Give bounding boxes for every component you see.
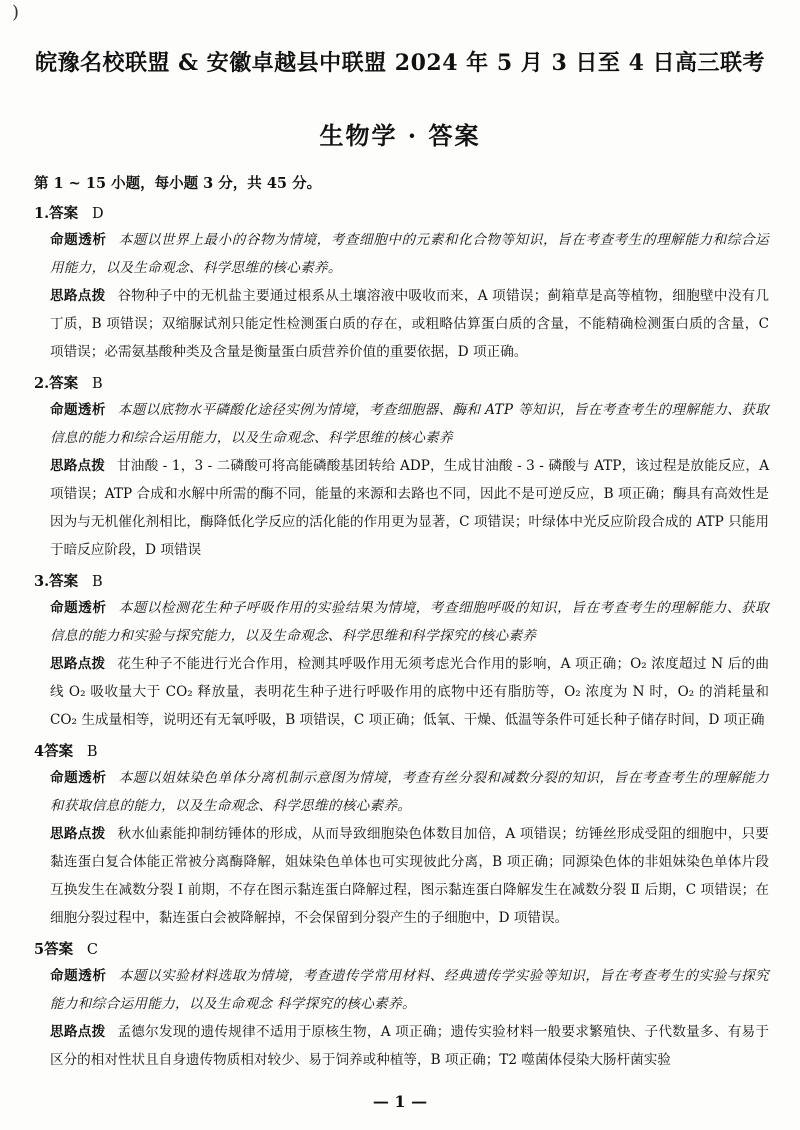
tips-label: 思路点拨 bbox=[50, 1024, 106, 1040]
tips-text: 谷物种子中的无机盐主要通过根系从土壤溶液中吸收而来，A 项错误；蓟箱草是高等植物，细胞壁中没有几丁质，B 项错误；双缩脲试剂只能定性检测蛋白质的存在，或粗略估算蛋白质的含量，不能精确检测蛋白质的含量，C 项错误；必需氨基酸种类及含量是衡量蛋白质营养价值的重要依据，D 项正确。 bbox=[50, 288, 770, 360]
tips-label: 思路点拨 bbox=[50, 656, 106, 672]
tips-paragraph bbox=[34, 1018, 769, 1074]
question-number: 5 bbox=[34, 941, 45, 958]
tips-paragraph bbox=[34, 282, 769, 366]
question-number: 3. bbox=[34, 573, 50, 590]
analysis-paragraph bbox=[34, 764, 769, 820]
tips-paragraph bbox=[34, 650, 769, 734]
tips-paragraph bbox=[34, 820, 769, 932]
question-list bbox=[34, 202, 769, 1074]
analysis-text: 本题以姐妹染色单体分离机制示意图为情境，考查有丝分裂和减数分裂的知识，旨在考查考生的理解能力和获取信息的能力，以及生命观念、科学思维的核心素养。 bbox=[50, 770, 770, 814]
answer-label: 答案 bbox=[49, 205, 79, 222]
analysis-paragraph bbox=[34, 962, 769, 1018]
question-block bbox=[34, 372, 769, 564]
answer-label: 答案 bbox=[44, 941, 74, 958]
answer-label: 答案 bbox=[44, 743, 74, 760]
question-block bbox=[34, 202, 769, 366]
answer-label: 答案 bbox=[49, 375, 79, 392]
tips-label: 思路点拨 bbox=[50, 288, 106, 304]
question-number: 2. bbox=[34, 375, 50, 392]
tips-text: 花生种子不能进行光合作用，检测其呼吸作用无须考虑光合作用的影响，A 项正确；O₂ 浓度超过 N 后的曲线 O₂ 吸收量大于 CO₂ 释放量，表明花生种子进行呼吸作用的底物中还有脂肪等，O₂ 浓度为 N 时，O₂ 的消耗量和 CO₂ 生成量相等，说明还有无氧呼吸，B 项错误，C 项正确；低氧、干燥、低温等条件可延长种子储存时间，D 项正确 bbox=[50, 656, 770, 728]
question-number: 1. bbox=[34, 205, 50, 222]
analysis-label: 命题透析 bbox=[50, 402, 106, 418]
analysis-label: 命题透析 bbox=[50, 968, 107, 984]
analysis-text: 本题以底物水平磷酸化途径实例为情境，考查细胞器、酶和 ATP 等知识，旨在考查考生的理解能力、获取信息的能力和综合运用能力，以及生命观念、科学思维的核心素养 bbox=[50, 402, 769, 446]
answer-value: C bbox=[86, 942, 99, 958]
answer-content bbox=[34, 172, 769, 1074]
corner-mark: ) bbox=[12, 2, 20, 23]
answer-value: B bbox=[86, 744, 98, 760]
tips-text: 甘油酸 - 1，3 - 二磷酸可将高能磷酸基团转给 ADP，生成甘油酸 - 3 - 磷酸与 ATP，该过程是放能反应，A 项错误；ATP 合成和水解中所需的酶不同，能量的来源和去路也不同，因此不是可逆反应，B 项正确；酶具有高效性是因为与无机催化剂相比，酶降低化学反应的活化能的作用更为显著，C 项错误；叶绿体中光反应阶段合成的 ATP 只能用于暗反应阶段，D 项错误 bbox=[50, 458, 770, 558]
analysis-paragraph bbox=[34, 594, 769, 650]
question-block bbox=[34, 740, 769, 932]
question-block bbox=[34, 570, 769, 734]
analysis-paragraph bbox=[34, 226, 769, 282]
analysis-paragraph bbox=[34, 396, 769, 452]
question-number: 4 bbox=[34, 743, 45, 760]
question-answer-line bbox=[34, 938, 769, 962]
question-answer-line bbox=[34, 202, 769, 226]
page-number: — 1 — bbox=[372, 1092, 428, 1111]
question-answer-line bbox=[34, 570, 769, 594]
answer-value: D bbox=[91, 206, 104, 222]
tips-text: 秋水仙素能抑制纺锤体的形成，从而导致细胞染色体数目加倍，A 项错误；纺锤丝形成受阻的细胞中，只要黏连蛋白复合体能正常被分离酶降解，姐妹染色单体也可实现彼此分离，B 项正确；同源染色体的非姐妹染色单体片段互换发生在减数分裂 Ⅰ 前期，不存在图示黏连蛋白降解过程，图示黏连蛋白降解发生在减数分裂 Ⅱ 后期，C 项错误；在细胞分裂过程中，黏连蛋白会被降解掉，不会保留到分裂产生的子细胞中，D 项错误。 bbox=[50, 826, 770, 926]
analysis-text: 本题以检测花生种子呼吸作用的实验结果为情境，考查细胞呼吸的知识，旨在考查考生的理解能力、获取信息的能力和实验与探究能力，以及生命观念、科学思维和科学探究的核心素养 bbox=[50, 600, 770, 644]
tips-text: 孟德尔发现的遗传规律不适用于原核生物，A 项正确；遗传实验材料一般要求繁殖快、子代数量多、有易于区分的相对性状且自身遗传物质相对较少、易于饲养或种植等，B 项正确；T2 噬菌体侵染大肠杆菌实验 bbox=[50, 1024, 770, 1068]
tips-paragraph bbox=[34, 452, 769, 564]
analysis-label: 命题透析 bbox=[50, 770, 107, 786]
tips-label: 思路点拨 bbox=[50, 826, 106, 842]
analysis-label: 命题透析 bbox=[50, 600, 107, 616]
answer-value: B bbox=[91, 376, 103, 392]
analysis-text: 本题以实验材料选取为情境，考查遗传学常用材料、经典遗传学实验等知识，旨在考查考生的实验与探究能力和综合运用能力，以及生命观念 科学探究的核心素养。 bbox=[50, 968, 770, 1012]
page-title: 生物学 · 答案 bbox=[319, 121, 481, 150]
analysis-text: 本题以世界上最小的谷物为情境，考查细胞中的元素和化合物等知识，旨在考查考生的理解能力和综合运用能力，以及生命观念、科学思维的核心素养。 bbox=[50, 232, 770, 276]
answer-label: 答案 bbox=[49, 573, 79, 590]
analysis-label: 命题透析 bbox=[50, 232, 107, 248]
question-answer-line bbox=[34, 740, 769, 764]
tips-label: 思路点拨 bbox=[50, 458, 106, 474]
answer-value: B bbox=[91, 574, 103, 590]
question-answer-line bbox=[34, 372, 769, 396]
question-block bbox=[34, 938, 769, 1074]
exam-header: 皖豫名校联盟 & 安徽卓越县中联盟 2024 年 5 月 3 日至 4 日高三联考 bbox=[34, 50, 766, 76]
section-intro: 第 1 ~ 15 小题，每小题 3 分，共 45 分。 bbox=[34, 175, 322, 192]
